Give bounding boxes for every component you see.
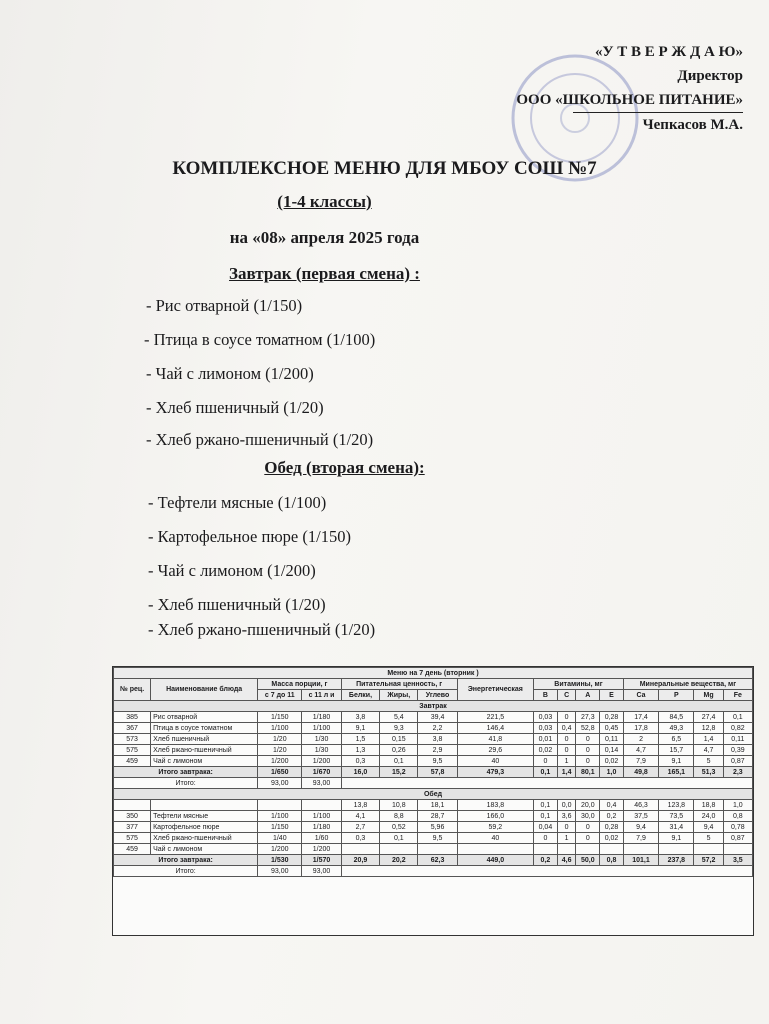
table-cell: 1/200 xyxy=(302,756,341,767)
sub-header: Белки, xyxy=(341,690,380,701)
table-cell: 2,7 xyxy=(341,822,380,833)
table-cell: 9,1 xyxy=(341,723,380,734)
table-cell: 1/60 xyxy=(302,833,341,844)
table-cell: 1/180 xyxy=(302,822,341,833)
table-cell: 10,8 xyxy=(380,800,418,811)
table-cell: 0 xyxy=(557,745,576,756)
table-cell: 1/200 xyxy=(258,756,302,767)
table-cell: 0,14 xyxy=(600,745,624,756)
table-cell: 123,8 xyxy=(659,800,694,811)
table-cell: 46,3 xyxy=(623,800,658,811)
table-row xyxy=(114,811,753,822)
table-cell: 3,8 xyxy=(341,712,380,723)
table-cell: 1,4 xyxy=(694,734,723,745)
table-cell: 0,03 xyxy=(534,712,558,723)
table-cell: 52,8 xyxy=(576,723,600,734)
col-recipe-no: № рец. xyxy=(114,679,151,701)
table-cell xyxy=(576,844,600,855)
table-row xyxy=(114,800,753,811)
table-cell: 9,3 xyxy=(380,723,418,734)
total-cell: 51,3 xyxy=(694,767,723,778)
table-cell: Чай с лимоном xyxy=(151,756,258,767)
table-cell xyxy=(659,844,694,855)
breakfast-item: - Рис отварной (1/150) xyxy=(146,296,303,315)
table-cell: 0 xyxy=(576,756,600,767)
table-cell: 0,28 xyxy=(600,822,624,833)
table-cell: 459 xyxy=(114,756,151,767)
approval-heading: «У Т В Е Р Ж Д А Ю» xyxy=(594,44,743,60)
table-cell xyxy=(341,844,380,855)
table-cell: 39,4 xyxy=(418,712,457,723)
table-row xyxy=(114,844,753,855)
table-cell: 9,5 xyxy=(418,756,457,767)
table-cell: 0,1 xyxy=(534,800,558,811)
table-cell: 4,7 xyxy=(623,745,658,756)
sub-header: Жиры, xyxy=(380,690,418,701)
table-cell: 40 xyxy=(457,756,533,767)
table-row xyxy=(114,712,753,723)
approval-block xyxy=(516,40,743,137)
menu-title: КОМПЛЕКСНОЕ МЕНЮ ДЛЯ МБОУ СОШ №7 xyxy=(172,158,597,179)
total-cell: 165,1 xyxy=(659,767,694,778)
table-cell xyxy=(258,800,302,811)
total-cell: 80,1 xyxy=(576,767,600,778)
col-energy: Энергетическая xyxy=(457,679,533,701)
table-cell: 9,1 xyxy=(659,756,694,767)
table-cell: 1,0 xyxy=(723,800,752,811)
table-cell: 2,2 xyxy=(418,723,457,734)
table-cell: 7,9 xyxy=(623,833,658,844)
total-cell: 15,2 xyxy=(380,767,418,778)
total-cell: 20,9 xyxy=(341,855,380,866)
total-cell: 57,2 xyxy=(694,855,723,866)
table-cell: 0,11 xyxy=(600,734,624,745)
table-cell: 27,3 xyxy=(576,712,600,723)
table-cell: 1/200 xyxy=(258,844,302,855)
sub-header: Углево xyxy=(418,690,457,701)
table-cell xyxy=(623,844,658,855)
total-cell: 0,1 xyxy=(534,767,558,778)
table-cell: 0,28 xyxy=(600,712,624,723)
total-cell: 49,8 xyxy=(623,767,658,778)
table-cell: 5 xyxy=(694,833,723,844)
table-cell: 6,5 xyxy=(659,734,694,745)
table-cell: 5,4 xyxy=(380,712,418,723)
breakfast-item: - Птица в соусе томатном (1/100) xyxy=(144,330,376,349)
table-cell: 7,9 xyxy=(623,756,658,767)
sum-row xyxy=(114,778,753,789)
table-cell: 183,8 xyxy=(457,800,533,811)
table-cell: 17,8 xyxy=(623,723,658,734)
table-row xyxy=(114,723,753,734)
table-cell: 575 xyxy=(114,745,151,756)
table-cell: Птица в соусе томатном xyxy=(151,723,258,734)
sub-header: Mg xyxy=(694,690,723,701)
table-cell: 1/30 xyxy=(302,745,341,756)
col-vitamins: Витамины, мг xyxy=(534,679,624,690)
table-cell: Тефтели мясные xyxy=(151,811,258,822)
total-cell: 2,3 xyxy=(723,767,752,778)
table-cell: 0,03 xyxy=(534,723,558,734)
table-cell: 1 xyxy=(557,833,576,844)
table-cell: 12,8 xyxy=(694,723,723,734)
table-cell: 13,8 xyxy=(341,800,380,811)
table-cell: 0,1 xyxy=(380,833,418,844)
table-cell xyxy=(114,800,151,811)
table-cell: 0,82 xyxy=(723,723,752,734)
total-cell: 4,6 xyxy=(557,855,576,866)
table-cell: Хлеб пшеничный xyxy=(151,734,258,745)
table-cell: 0,02 xyxy=(600,756,624,767)
total-label: Итого завтрака: xyxy=(114,855,258,866)
table-cell: 8,8 xyxy=(380,811,418,822)
table-cell: Хлеб ржано-пшеничный xyxy=(151,833,258,844)
nutrition-table xyxy=(112,666,754,936)
section-breakfast: Завтрак xyxy=(114,701,753,712)
table-cell: 0,4 xyxy=(557,723,576,734)
table-cell: 1/100 xyxy=(258,811,302,822)
approval-position: Директор xyxy=(677,68,743,84)
sum-cell: 93,00 xyxy=(258,866,302,877)
table-cell: 0 xyxy=(576,833,600,844)
total-cell: 1/670 xyxy=(302,767,341,778)
table-cell: 0,1 xyxy=(380,756,418,767)
table-cell: 0,78 xyxy=(723,822,752,833)
breakfast-item: - Хлеб пшеничный (1/20) xyxy=(146,398,324,417)
sum-cell: 93,00 xyxy=(302,778,341,789)
table-cell: 1/100 xyxy=(302,811,341,822)
lunch-item: - Картофельное пюре (1/150) xyxy=(148,527,351,546)
table-cell: 49,3 xyxy=(659,723,694,734)
sub-header: Fe xyxy=(723,690,752,701)
table-cell: 0,3 xyxy=(341,756,380,767)
sub-header: с 11 л и xyxy=(302,690,341,701)
sub-header: с 7 до 11 xyxy=(258,690,302,701)
table-cell: 1/180 xyxy=(302,712,341,723)
table-cell: 0,01 xyxy=(534,734,558,745)
table-cell: 41,8 xyxy=(457,734,533,745)
menu-date: на «08» апреля 2025 года xyxy=(229,228,420,247)
table-cell: 0,11 xyxy=(723,734,752,745)
table-cell: 1,5 xyxy=(341,734,380,745)
table-cell: 0,04 xyxy=(534,822,558,833)
sub-header: E xyxy=(600,690,624,701)
table-cell: 5 xyxy=(694,756,723,767)
table-cell: 31,4 xyxy=(659,822,694,833)
lunch-item: - Хлеб ржано-пшеничный (1/20) xyxy=(148,620,376,639)
table-cell: 9,4 xyxy=(694,822,723,833)
table-cell: 9,1 xyxy=(659,833,694,844)
table-cell: 0,87 xyxy=(723,833,752,844)
table-cell xyxy=(723,844,752,855)
table-cell: 17,4 xyxy=(623,712,658,723)
section-lunch: Обед xyxy=(114,789,753,800)
total-cell: 1,0 xyxy=(600,767,624,778)
approval-company: ООО «ШКОЛЬНОЕ ПИТАНИЕ» xyxy=(516,92,743,108)
table-cell: 350 xyxy=(114,811,151,822)
table-cell: 0,87 xyxy=(723,756,752,767)
total-cell: 1/650 xyxy=(258,767,302,778)
table-cell: 0 xyxy=(557,734,576,745)
table-cell: 377 xyxy=(114,822,151,833)
table-cell: 18,8 xyxy=(694,800,723,811)
total-cell: 0,8 xyxy=(600,855,624,866)
table-cell: 5,96 xyxy=(418,822,457,833)
lunch-item: - Тефтели мясные (1/100) xyxy=(148,493,327,512)
total-row xyxy=(114,855,753,866)
sub-header: P xyxy=(659,690,694,701)
table-row xyxy=(114,756,753,767)
table-caption: Меню на 7 день (вторник ) xyxy=(114,668,753,679)
table-cell: 40 xyxy=(457,833,533,844)
table-cell: 166,0 xyxy=(457,811,533,822)
table-cell: 1/150 xyxy=(258,822,302,833)
table-cell: 9,4 xyxy=(623,822,658,833)
table-cell: 367 xyxy=(114,723,151,734)
table-cell: 1/20 xyxy=(258,734,302,745)
sub-header: C xyxy=(557,690,576,701)
table-cell: 2 xyxy=(623,734,658,745)
sum-row xyxy=(114,866,753,877)
table-cell: 0,26 xyxy=(380,745,418,756)
table-cell xyxy=(557,844,576,855)
table-cell: 0 xyxy=(557,822,576,833)
total-cell: 0,2 xyxy=(534,855,558,866)
empty-cell xyxy=(341,866,752,877)
lunch-heading: Обед (вторая смена): xyxy=(264,458,425,477)
table-cell: 0 xyxy=(576,822,600,833)
total-cell: 3,5 xyxy=(723,855,752,866)
table-cell: 24,0 xyxy=(694,811,723,822)
table-cell: 221,5 xyxy=(457,712,533,723)
table-cell: 3,8 xyxy=(418,734,457,745)
table-cell: 0,02 xyxy=(534,745,558,756)
table-cell: 1 xyxy=(557,756,576,767)
table-cell: 1/200 xyxy=(302,844,341,855)
table-cell: 0,3 xyxy=(341,833,380,844)
table-cell: 0 xyxy=(534,756,558,767)
table-cell: 1/150 xyxy=(258,712,302,723)
table-cell: Картофельное пюре xyxy=(151,822,258,833)
table-cell: 84,5 xyxy=(659,712,694,723)
table-row xyxy=(114,734,753,745)
breakfast-heading: Завтрак (первая смена) : xyxy=(229,264,420,283)
total-label: Итого завтрака: xyxy=(114,767,258,778)
lunch-item: - Хлеб пшеничный (1/20) xyxy=(148,595,326,614)
table-cell: 0,45 xyxy=(600,723,624,734)
table-cell: 575 xyxy=(114,833,151,844)
table-cell: 459 xyxy=(114,844,151,855)
table-cell: 1/100 xyxy=(258,723,302,734)
table-cell: 573 xyxy=(114,734,151,745)
lunch-item: - Чай с лимоном (1/200) xyxy=(148,561,316,580)
table-cell: 0,2 xyxy=(600,811,624,822)
total-cell: 101,1 xyxy=(623,855,658,866)
table-cell xyxy=(151,800,258,811)
table-cell: 0,15 xyxy=(380,734,418,745)
table-cell xyxy=(534,844,558,855)
total-cell: 50,0 xyxy=(576,855,600,866)
table-cell: Рис отварной xyxy=(151,712,258,723)
table-cell xyxy=(694,844,723,855)
table-row xyxy=(114,833,753,844)
total-row xyxy=(114,767,753,778)
sub-header: A xyxy=(576,690,600,701)
table-cell xyxy=(418,844,457,855)
table-cell: Чай с лимоном xyxy=(151,844,258,855)
table-cell: 0 xyxy=(557,712,576,723)
table-cell: 29,6 xyxy=(457,745,533,756)
col-nutrition: Питательная ценность, г xyxy=(341,679,457,690)
table-cell: 1/30 xyxy=(302,734,341,745)
table-cell xyxy=(380,844,418,855)
total-cell: 237,8 xyxy=(659,855,694,866)
col-portion-mass: Масса порции, г xyxy=(258,679,342,690)
table-cell: 0,1 xyxy=(723,712,752,723)
table-cell: 1/100 xyxy=(302,723,341,734)
sum-label: Итого: xyxy=(114,778,258,789)
table-cell: 73,5 xyxy=(659,811,694,822)
table-cell: 20,0 xyxy=(576,800,600,811)
table-cell: 18,1 xyxy=(418,800,457,811)
table-cell: 0 xyxy=(576,745,600,756)
table-cell: 4,7 xyxy=(694,745,723,756)
table-cell: 0,52 xyxy=(380,822,418,833)
approval-signatory: Чепкасов М.А. xyxy=(573,112,743,137)
total-cell: 16,0 xyxy=(341,767,380,778)
table-cell: 0 xyxy=(576,734,600,745)
table-cell: 0,8 xyxy=(723,811,752,822)
table-cell: 3,6 xyxy=(557,811,576,822)
table-cell: Хлеб ржано-пшеничный xyxy=(151,745,258,756)
table-row xyxy=(114,745,753,756)
table-cell xyxy=(457,844,533,855)
table-cell: 146,4 xyxy=(457,723,533,734)
table-cell: 0,4 xyxy=(600,800,624,811)
table-cell xyxy=(302,800,341,811)
total-cell: 1/570 xyxy=(302,855,341,866)
table-row xyxy=(114,822,753,833)
grades-subtitle: (1-4 классы) xyxy=(277,192,372,211)
table-cell: 59,2 xyxy=(457,822,533,833)
sum-label: Итого: xyxy=(114,866,258,877)
table-cell: 15,7 xyxy=(659,745,694,756)
sum-cell: 93,00 xyxy=(302,866,341,877)
table-cell: 1/40 xyxy=(258,833,302,844)
col-dish-name: Наименование блюда xyxy=(151,679,258,701)
table-cell: 2,9 xyxy=(418,745,457,756)
table-cell: 30,0 xyxy=(576,811,600,822)
table-cell: 37,5 xyxy=(623,811,658,822)
total-cell: 62,3 xyxy=(418,855,457,866)
table-cell: 0,39 xyxy=(723,745,752,756)
empty-cell xyxy=(341,778,752,789)
total-cell: 449,0 xyxy=(457,855,533,866)
table-cell: 9,5 xyxy=(418,833,457,844)
total-cell: 479,3 xyxy=(457,767,533,778)
table-cell xyxy=(600,844,624,855)
table-cell: 4,1 xyxy=(341,811,380,822)
sum-cell: 93,00 xyxy=(258,778,302,789)
table-cell: 27,4 xyxy=(694,712,723,723)
table-cell: 1,3 xyxy=(341,745,380,756)
total-cell: 1,4 xyxy=(557,767,576,778)
table-cell: 28,7 xyxy=(418,811,457,822)
table-cell: 0,1 xyxy=(534,811,558,822)
table-cell: 0,02 xyxy=(600,833,624,844)
sub-header: B xyxy=(534,690,558,701)
table-cell: 385 xyxy=(114,712,151,723)
total-cell: 57,8 xyxy=(418,767,457,778)
table-cell: 1/20 xyxy=(258,745,302,756)
table-cell: 0,0 xyxy=(557,800,576,811)
col-minerals: Минеральные вещества, мг xyxy=(623,679,752,690)
sub-header: Ca xyxy=(623,690,658,701)
breakfast-item: - Хлеб ржано-пшеничный (1/20) xyxy=(146,430,374,449)
total-cell: 1/530 xyxy=(258,855,302,866)
total-cell: 20,2 xyxy=(380,855,418,866)
table-cell: 0 xyxy=(534,833,558,844)
breakfast-item: - Чай с лимоном (1/200) xyxy=(146,364,314,383)
